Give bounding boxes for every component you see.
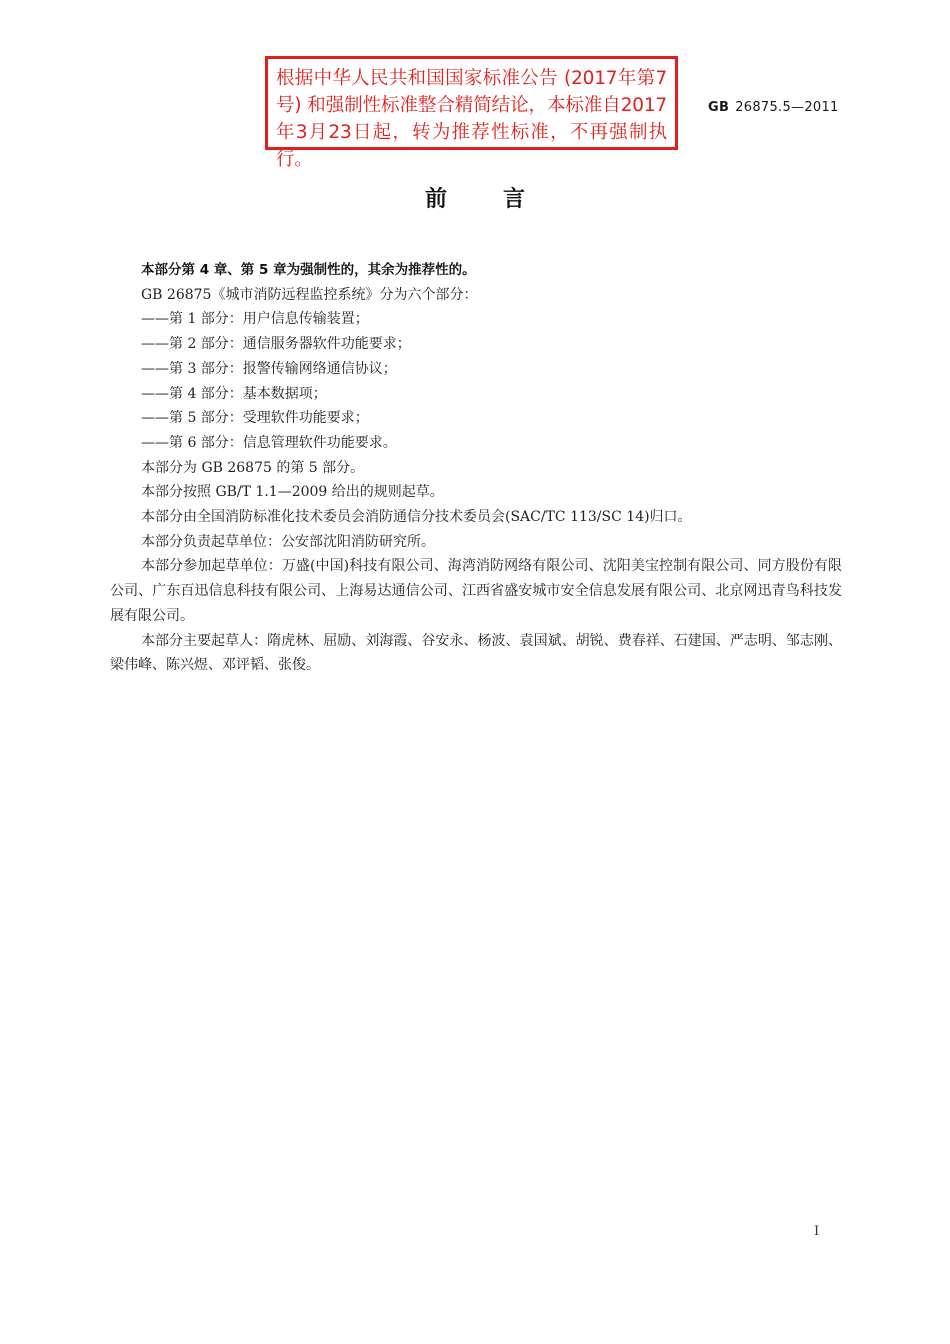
drafting-rules: 本部分按照 GB/T 1.1—2009 给出的规则起草。 xyxy=(141,484,444,501)
lead-drafter: 本部分负责起草单位：公安部沈阳消防研究所。 xyxy=(141,533,435,550)
list-item: ——第 4 部分：基本数据项； xyxy=(141,385,327,402)
part-statement: 本部分为 GB 26875 的第 5 部分。 xyxy=(141,459,365,476)
page-title: 前言 xyxy=(424,187,581,212)
list-item: ——第 5 部分：受理软件功能要求； xyxy=(141,410,369,427)
list-item: ——第 2 部分：通信服务器软件功能要求； xyxy=(141,336,411,353)
mandatory-statement: 本部分第 4 章、第 5 章为强制性的，其余为推荐性的。 xyxy=(141,262,476,278)
participating-drafters: 本部分参加起草单位：万盛(中国)科技有限公司、海湾消防网络有限公司、沈阳美宝控制有限公司、同方股份有限公司、广东百迅信息科技有限公司、上海易达通信公司、江西省盛安城市安全信息发展有限公司、北京网迅青鸟科技发展有限公司。 xyxy=(110,558,842,624)
notice-text: 根据中华人民共和国国家标准公告 (2017年第7号) 和强制性标准整合精简结论，本标准自2017年3月23日起，转为推荐性标准，不再强制执行。 xyxy=(276,68,667,170)
standard-code: 26875.5—2011 xyxy=(735,100,839,115)
standard-number xyxy=(708,100,839,115)
standard-prefix: GB xyxy=(708,100,730,115)
list-item: ——第 6 部分：信息管理软件功能要求。 xyxy=(141,434,397,451)
parts-intro: GB 26875《城市消防远程监控系统》分为六个部分： xyxy=(141,286,478,303)
responsible-committee: 本部分由全国消防标准化技术委员会消防通信分技术委员会(SAC/TC 113/SC 14)归口。 xyxy=(141,509,692,526)
page-number: I xyxy=(814,1224,820,1239)
principal-drafters: 本部分主要起草人：隋虎林、屈励、刘海霞、谷安永、杨波、袁国斌、胡锐、费春祥、石建国、严志明、邹志刚、梁伟峰、陈兴煜、邓评韬、张俊。 xyxy=(110,632,842,674)
notice-box xyxy=(265,56,678,170)
document-body xyxy=(110,258,842,678)
list-item: ——第 1 部分：用户信息传输装置； xyxy=(141,311,369,328)
list-item: ——第 3 部分：报警传输网络通信协议； xyxy=(141,360,397,377)
